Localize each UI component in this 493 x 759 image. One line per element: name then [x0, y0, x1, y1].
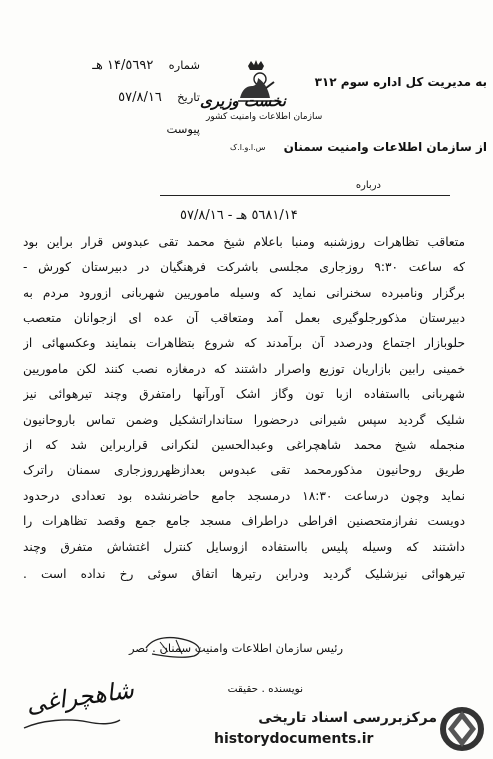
body-line: شلیک گردید سپس شیرانی درحضورا ستانداراتشکیل وضمن تماس باروحانیون [23, 413, 465, 427]
archive-logo-icon [440, 706, 484, 752]
body-line: خمینی رابین بازاریان توزیع واصرار داشتند که درمغازه نصب کنند لکن ماموریین [23, 362, 465, 376]
number-label: شماره [168, 58, 200, 72]
body-line: نماید وچون درساعت ١٨:٣٠ درمسجد جامع حاضرنشده بود تعدادی درحدود [23, 489, 465, 503]
body-line: دبیرستان مذکورجلوگیری بعمل آمد ومتعاقب آن عده ای ازجوانان متعصب [23, 311, 465, 325]
to-line: به مدیریت کل اداره سوم ٣١٢ [314, 75, 487, 89]
attachment-field [30, 122, 200, 136]
handwritten-signature: شاهچراغی [24, 675, 136, 719]
body-line: متعاقب تظاهرات روزشنبه ومنبا باعلام شیخ محمد تقی عبدوس قرار براین بود [23, 235, 465, 249]
number-value: ١۴/٥٦٩٢ هـ [92, 58, 154, 73]
body-line: که ساعت ٩:٣٠ روزجاری مجلسی باشرکت فرهنگیان در دبیرستان کورش - [23, 260, 465, 274]
watermark-url: historydocuments.ir [214, 731, 374, 747]
date-value: ٥٧/٨/١٦ [118, 90, 162, 105]
signature-scribble-icon [142, 634, 208, 660]
body-line: داشتند که وسیله پلیس بااستفاده ازوسایل کنترل اغتشاش متفرق وچند [23, 540, 465, 554]
small-code: س.ا.و.ا.ک [230, 143, 266, 152]
subject-rule [160, 195, 450, 196]
from-line: از سازمان اطلاعات وامنیت سمنان [283, 140, 487, 154]
signatory-title: رئیس سازمان اطلاعات وامنیت سمنان . نصر [128, 641, 343, 655]
signature-underline-icon [22, 716, 122, 732]
writer-line: نویسنده . حقیقت [227, 683, 303, 695]
body-line: دویست نفرازمتحصنین افراطی دراطراف مسجد جامع جمع وقصد تظاهرات را [23, 514, 465, 528]
body-line: شهربانی بااستفاده ازبا تون وگاز اشک آورآنها رامتفرق وچند تیرهوائی نیز [23, 387, 465, 401]
subject-label: درباره [355, 180, 381, 191]
date-label: تاریخ [177, 90, 200, 104]
body-line: تیرهوائی نیزشلیک گردید ودراین رتیرها اتفاق سوئی رخ نداده است . [23, 567, 465, 581]
date-field [30, 90, 200, 105]
body-line: برگزار ونامبرده سخنرانی نماید که وسیله ماموریین شهربانی ازورود مردم به [23, 286, 465, 300]
attachment-label: پیوست [166, 122, 200, 136]
reference-line: ١۴/٥٦٨١ هـ - ٥٧/٨/١٦ [180, 208, 298, 223]
body-line: حلوبازار اجتماع ودرصدد آن برآمدند که شروع بتظاهرات بنمایند وعکسهائی از [23, 336, 465, 350]
org-line: سازمان اطلاعات وامنیت کشور [206, 112, 323, 122]
body-line: طریق روحانیون مذکورمحمد تقی عبدوس بعدازظهرروزجاری سمنان راترک [23, 463, 465, 477]
ministry-title: نخست وزیری [200, 92, 286, 110]
number-field [30, 58, 200, 73]
watermark-name: مرکزبررسی اسناد تاریخی [258, 710, 437, 726]
body-line: منجمله شیخ محمد شاهچراغی وعبدالحسین لنکرانی قراربراین شد که از [23, 438, 465, 452]
